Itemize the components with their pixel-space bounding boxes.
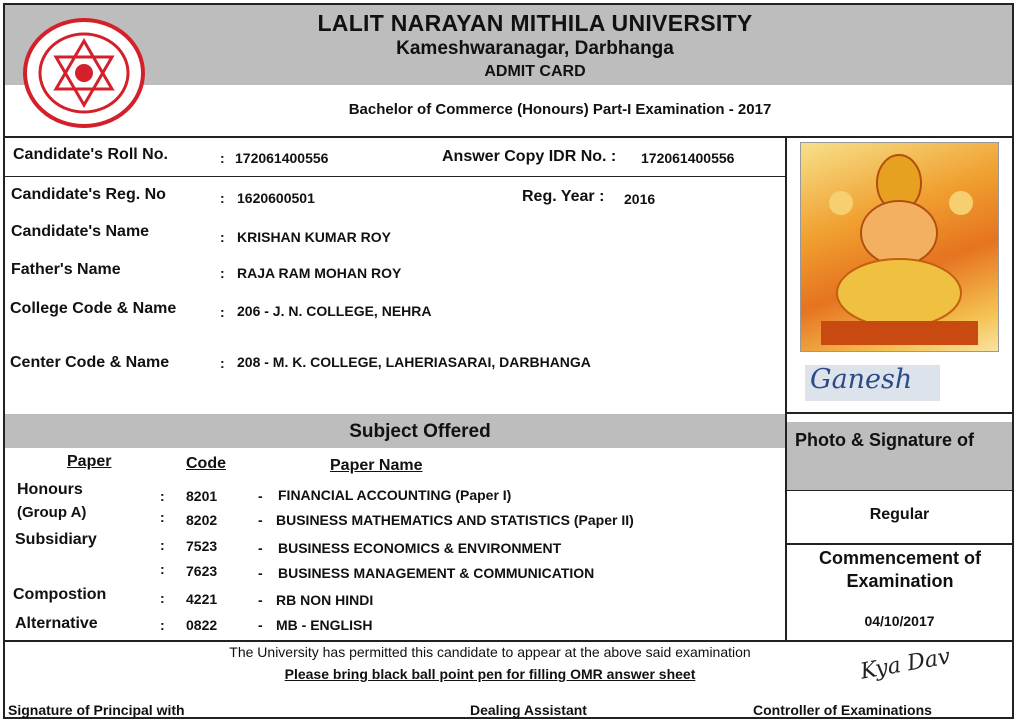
sig-dealing: Dealing Assistant [470, 702, 587, 718]
reg-year-value: 2016 [624, 191, 656, 207]
subject-code: 0822 [186, 617, 218, 633]
subject-name: FINANCIAL ACCOUNTING (Paper I) [278, 487, 512, 503]
subject-code: 7523 [186, 538, 218, 554]
col-paper: Paper [67, 453, 112, 470]
subject-name: RB NON HINDI [276, 592, 374, 608]
colon: : [220, 265, 225, 281]
father-label: Father's Name [11, 261, 121, 278]
college-value: 206 - J. N. COLLEGE, NEHRA [237, 303, 432, 319]
category: Regular [869, 506, 930, 523]
subject-heading: Subject Offered [349, 421, 491, 442]
subject-code: 7623 [186, 563, 218, 579]
photo-caption: Photo & Signature of [795, 430, 974, 450]
col-code: Code [186, 455, 226, 472]
center-value: 208 - M. K. COLLEGE, LAHERIASARAI, DARBHANGA [237, 354, 591, 370]
colon: : [220, 190, 225, 206]
commencement-label: Commencement of Examination [818, 548, 982, 591]
divider [5, 176, 786, 177]
subject-paper: Honours [17, 481, 83, 498]
divider [5, 640, 1012, 642]
col-paper-name: Paper Name [330, 457, 423, 474]
subject-paper: Compostion [13, 586, 107, 603]
deity-figure-icon [801, 143, 998, 351]
reg-label: Candidate's Reg. No [11, 186, 166, 203]
subject-code: 8202 [186, 512, 218, 528]
father-value: RAJA RAM MOHAN ROY [237, 265, 402, 281]
subject-name: MB - ENGLISH [276, 617, 373, 633]
idr-label: Answer Copy IDR No. : [442, 148, 617, 165]
subject-paper: Subsidiary [15, 531, 97, 548]
colon: : [220, 355, 225, 371]
commencement-date: 04/10/2017 [864, 613, 935, 629]
divider [785, 136, 787, 640]
roll-label: Candidate's Roll No. [13, 146, 168, 163]
subject-code: 4221 [186, 591, 218, 607]
document-type: ADMIT CARD [484, 63, 586, 80]
controller-signature: Kya Dav [858, 644, 953, 685]
idr-value: 172061400556 [641, 150, 735, 166]
subject-code: 8201 [186, 488, 218, 504]
pen-note: Please bring black ball point pen for filling OMR answer sheet [284, 666, 696, 682]
permit-text: The University has permitted this candidate to appear at the above said examination [229, 644, 751, 660]
university-name: LALIT NARAYAN MITHILA UNIVERSITY [317, 10, 753, 36]
sig-controller: Controller of Examinations [753, 702, 932, 718]
roll-value: 172061400556 [235, 150, 329, 166]
university-seal-logo [22, 17, 146, 129]
subject-name: BUSINESS MATHEMATICS AND STATISTICS (Paper II) [276, 512, 634, 528]
colon: : [220, 150, 225, 166]
candidate-photo [800, 142, 999, 352]
reg-value: 1620600501 [237, 190, 315, 206]
colon: : [220, 229, 225, 245]
subject-name: BUSINESS ECONOMICS & ENVIRONMENT [278, 540, 562, 556]
college-label: College Code & Name [10, 300, 177, 317]
divider [5, 136, 1012, 138]
exam-title: Bachelor of Commerce (Honours) Part-I Examination - 2017 [348, 101, 772, 118]
candidate-signature: Ganesh [810, 364, 913, 395]
reg-year-label: Reg. Year : [522, 188, 605, 205]
subject-name: BUSINESS MANAGEMENT & COMMUNICATION [278, 565, 595, 581]
sig-principal: Signature of Principal with [8, 702, 185, 718]
name-label: Candidate's Name [11, 223, 150, 240]
university-location: Kameshwaranagar, Darbhanga [396, 38, 674, 59]
name-value: KRISHAN KUMAR ROY [237, 229, 391, 245]
subject-paper: (Group A) [17, 504, 87, 521]
subject-paper: Alternative [15, 615, 98, 632]
center-label: Center Code & Name [10, 354, 170, 371]
colon: : [220, 304, 225, 320]
